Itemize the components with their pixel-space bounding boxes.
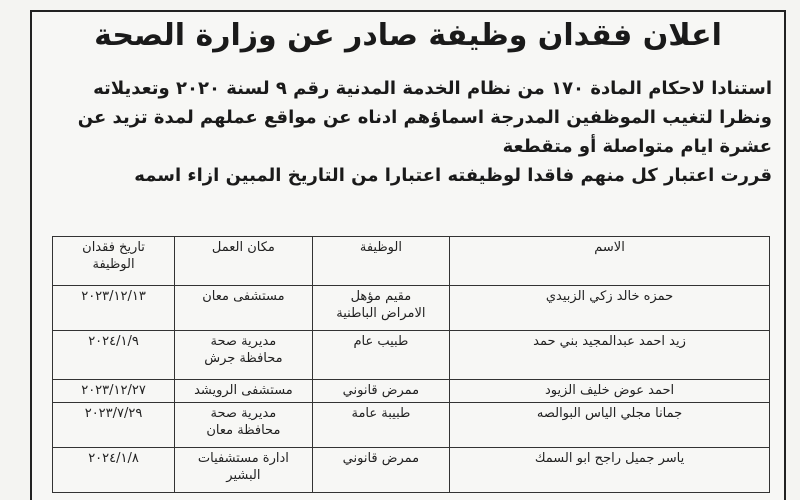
cell-name: احمد عوض خليف الزيود (450, 380, 770, 403)
table-row (53, 380, 770, 403)
cell-workplace-line: ادارة مستشفيات (197, 451, 289, 466)
cell-name: جمانا مجلي الياس البوالصه (450, 403, 770, 448)
header-name: الاسم (450, 237, 770, 286)
cell-workplace-line: محافظة جرش (204, 351, 283, 366)
cell-date: ٢٠٢٤/١/٩ (53, 331, 175, 380)
body-line: عشرة ايام متواصلة أو متقطعة (502, 136, 772, 157)
notice-title: اعلان فقدان وظيفة صادر عن وزارة الصحة (94, 18, 722, 53)
header-date (53, 237, 175, 286)
cell-job: ممرض قانوني (312, 380, 449, 403)
header-workplace: مكان العمل (175, 237, 313, 286)
cell-workplace-line: البشير (226, 468, 261, 483)
cell-workplace: مستشفى الرويشد (175, 380, 313, 403)
cell-workplace-line: مديرية صحة (210, 334, 277, 349)
cell-workplace (175, 331, 313, 380)
cell-workplace-line: مديرية صحة (210, 406, 277, 421)
cell-job-line: مقيم مؤهل (350, 289, 412, 304)
cell-workplace: مستشفى معان (175, 286, 313, 331)
table-row (53, 448, 770, 493)
employees-table (52, 236, 770, 493)
header-date-line: تاريخ فقدان (82, 240, 145, 255)
body-line: قررت اعتبار كل منهم فاقدا لوظيفته اعتبارا من التاريخ المبين ازاء اسمه (134, 165, 772, 186)
cell-name: ياسر جميل راجح ابو السمك (450, 448, 770, 493)
cell-job-line: الامراض الباطنية (336, 306, 426, 321)
cell-name: زيد احمد عبدالمجيد بني حمد (450, 331, 770, 380)
table-header-row (53, 237, 770, 286)
cell-job: طبيبة عامة (312, 403, 449, 448)
table-row (53, 331, 770, 380)
cell-date: ٢٠٢٣/١٢/٢٧ (53, 380, 175, 403)
cell-date: ٢٠٢٣/١٢/١٣ (53, 286, 175, 331)
header-job: الوظيفة (312, 237, 449, 286)
body-line: استنادا لاحكام المادة ١٧٠ من نظام الخدمة المدنية رقم ٩ لسنة ٢٠٢٠ وتعديلاته (93, 78, 772, 99)
cell-job (312, 286, 449, 331)
table-row (53, 403, 770, 448)
notice-page (30, 10, 786, 500)
cell-name: حمزه خالد زكي الزبيدي (450, 286, 770, 331)
cell-workplace-line: محافظة معان (206, 423, 281, 438)
notice-body (42, 74, 772, 190)
cell-job: ممرض قانوني (312, 448, 449, 493)
cell-date: ٢٠٢٣/٧/٢٩ (53, 403, 175, 448)
body-line: ونظرا لتغيب الموظفين المدرجة اسماؤهم ادناه عن مواقع عملهم لمدة تزيد عن (77, 107, 772, 128)
table-row (53, 286, 770, 331)
cell-workplace (175, 403, 313, 448)
header-date-line: الوظيفة (92, 257, 135, 272)
cell-job: طبيب عام (312, 331, 449, 380)
cell-workplace (175, 448, 313, 493)
cell-date: ٢٠٢٤/١/٨ (53, 448, 175, 493)
